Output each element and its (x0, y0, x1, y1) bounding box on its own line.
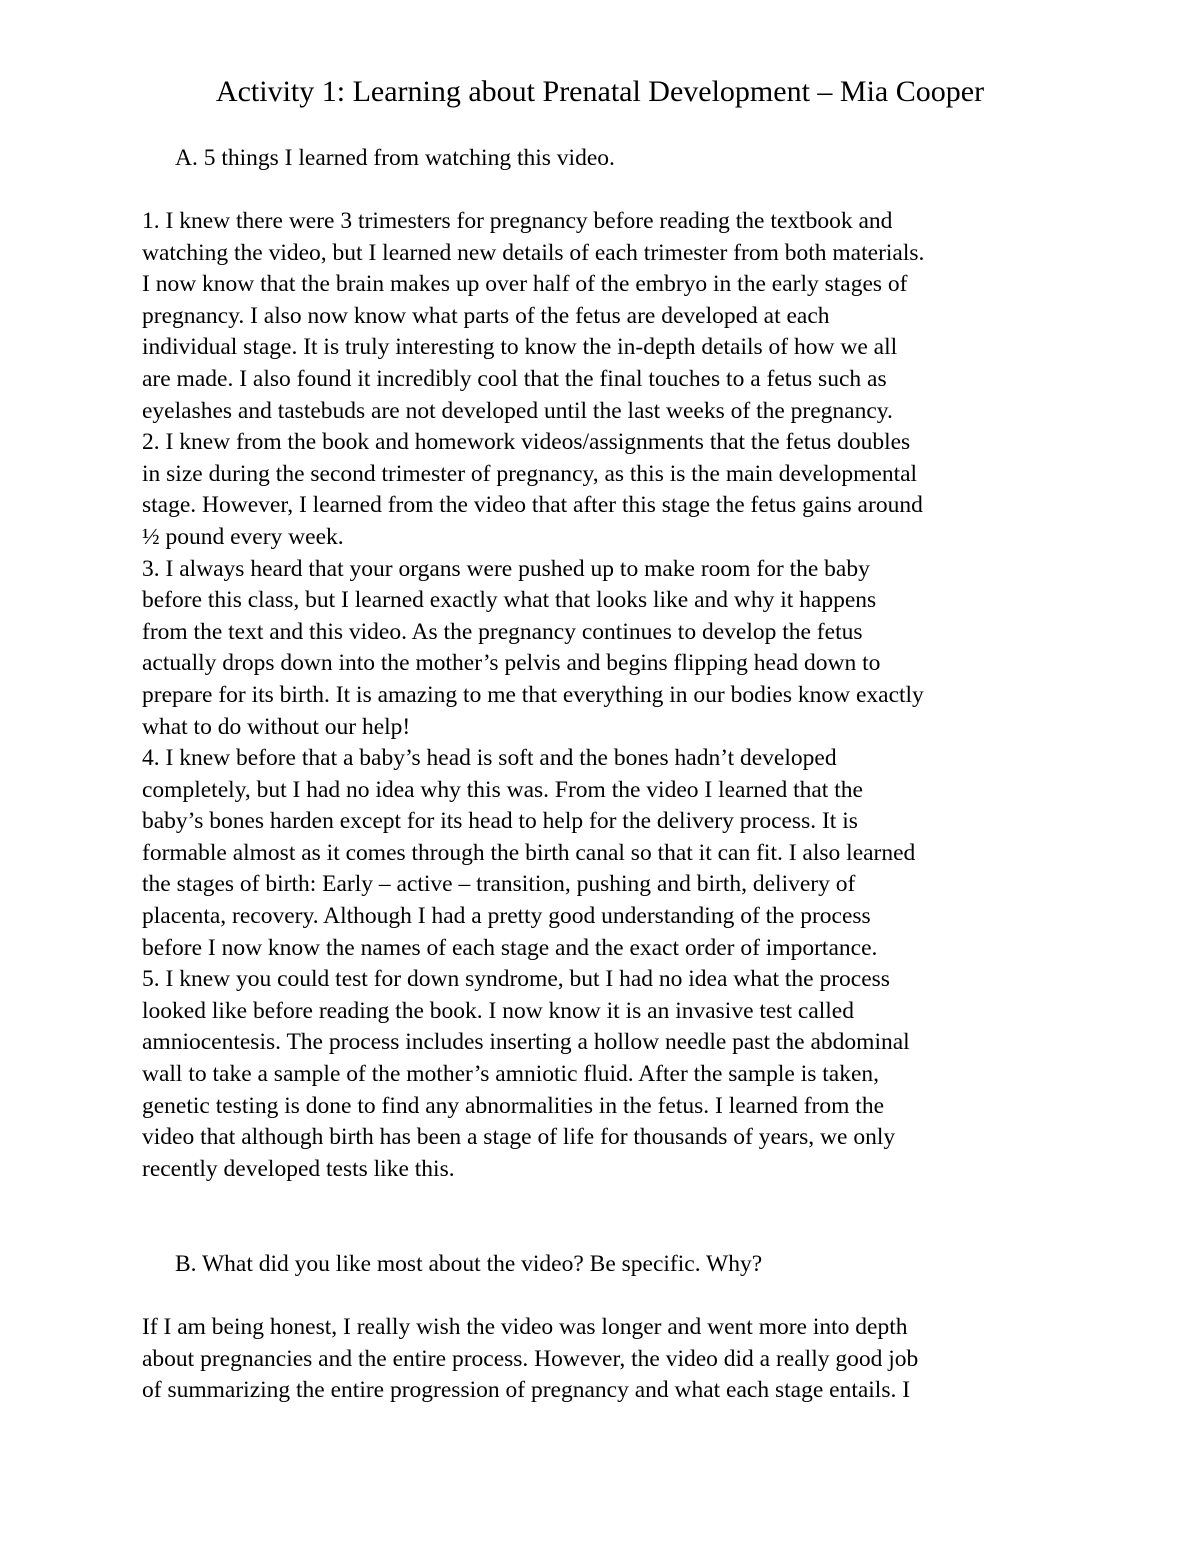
answer-a-line: 2. I knew from the book and homework videos/assignments that the fetus doubles (142, 429, 911, 456)
answer-a-line: completely, but I had no idea why this was. From the video I learned that the (142, 776, 863, 803)
answer-a-line: from the text and this video. As the pregnancy continues to develop the fetus (142, 618, 863, 645)
answer-a-line: recently developed tests like this. (142, 1155, 455, 1182)
answer-a-line: before this class, but I learned exactly what that looks like and why it happens (142, 587, 877, 614)
document-title: Activity 1: Learning about Prenatal Development – Mia Cooper (215, 75, 985, 108)
answer-b-line: about pregnancies and the entire process. However, the video did a really good job (142, 1345, 919, 1372)
answer-a-line: the stages of birth: Early – active – transition, pushing and birth, delivery of (142, 871, 856, 898)
answer-a-line: genetic testing is done to find any abnormalities in the fetus. I learned from the (142, 1092, 884, 1119)
answer-a-line: what to do without our help! (142, 713, 411, 740)
answer-a-line: prepare for its birth. It is amazing to me that everything in our bodies know exactly (142, 681, 924, 708)
answer-a-line: formable almost as it comes through the birth canal so that it can fit. I also learned (142, 839, 916, 866)
answer-a-line: watching the video, but I learned new details of each trimester from both materials. (142, 239, 925, 266)
answer-a-line: in size during the second trimester of pregnancy, as this is the main developmental (142, 460, 918, 487)
answer-a-line: ½ pound every week. (142, 523, 344, 550)
answer-a-line: pregnancy. I also now know what parts of the fetus are developed at each (142, 302, 830, 329)
answer-a-line: before I now know the names of each stage and the exact order of importance. (142, 934, 878, 961)
answer-a-line: 4. I knew before that a baby’s head is soft and the bones hadn’t developed (142, 745, 837, 772)
answer-a-line: amniocentesis. The process includes inserting a hollow needle past the abdominal (142, 1029, 910, 1056)
answer-a-line: I now know that the brain makes up over half of the embryo in the early stages of (142, 271, 908, 298)
answer-a-line: video that although birth has been a stage of life for thousands of years, we only (142, 1124, 896, 1151)
answer-a-text (142, 206, 1072, 1185)
answer-a-line: wall to take a sample of the mother’s amniotic fluid. After the sample is taken, (142, 1061, 880, 1088)
answer-b-line: of summarizing the entire progression of pregnancy and what each stage entails. I (142, 1377, 911, 1404)
answer-a-line: looked like before reading the book. I now know it is an invasive test called (142, 997, 854, 1024)
answer-a-line: individual stage. It is truly interesting to know the in-depth details of how we all (142, 334, 898, 361)
answer-a-line: 5. I knew you could test for down syndrome, but I had no idea what the process (142, 966, 890, 993)
question-a-prompt: A. 5 things I learned from watching this video. (175, 145, 615, 171)
answer-a-line: actually drops down into the mother’s pelvis and begins flipping head down to (142, 650, 881, 677)
answer-a-line: 3. I always heard that your organs were pushed up to make room for the baby (142, 555, 870, 582)
question-b-prompt: B. What did you like most about the video? Be specific. Why? (175, 1251, 763, 1277)
answer-b-text (142, 1312, 1072, 1407)
answer-a-line: 1. I knew there were 3 trimesters for pregnancy before reading the textbook and (142, 208, 893, 234)
answer-b-line: If I am being honest, I really wish the video was longer and went more into depth (142, 1314, 908, 1340)
answer-a-line: placenta, recovery. Although I had a pretty good understanding of the process (142, 903, 871, 930)
answer-a-line: are made. I also found it incredibly cool that the final touches to a fetus such as (142, 365, 887, 392)
answer-a-line: baby’s bones harden except for its head to help for the delivery process. It is (142, 808, 858, 835)
answer-a-line: eyelashes and tastebuds are not developed until the last weeks of the pregnancy. (142, 397, 893, 424)
answer-a-line: stage. However, I learned from the video that after this stage the fetus gains around (142, 492, 923, 519)
